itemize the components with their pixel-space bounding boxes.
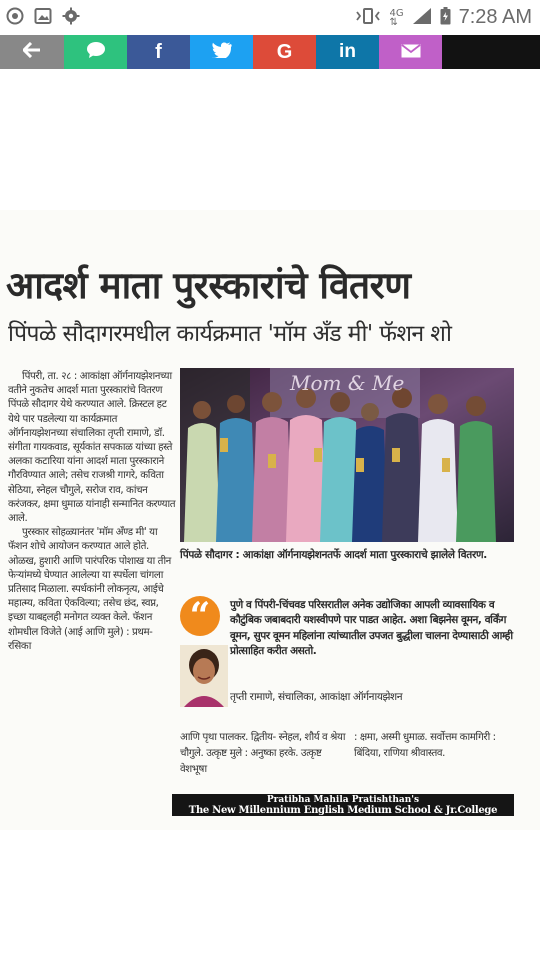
signal-icon xyxy=(412,7,432,29)
arrow-left-icon xyxy=(23,42,41,63)
linkedin-icon: in xyxy=(339,41,356,62)
back-button[interactable] xyxy=(0,35,64,69)
article-paragraph: पिंपरी, ता. २८ : आकांक्षा ऑर्गनायझेशनच्या वतीने नुकतेच आदर्श माता पुरस्कारांचे वितरण पिंपळे सौदागर येथे करण्यात आले. क्रिस्टल हट येथे पार पडलेल्या या कार्यक्रमात ऑर्गनायझेशनच्या संचालिका तृप्ती रामाणे, डॉ. संगीता गायकवाड, सूर्यकांत सपकाळ यांच्या हस्ते अलका कटारिया यांना आदर्श माता पुरस्काराने गौरविण्यात आले; तसेच राजश्री गागरे, कविता सेठिया, स्नेहल चौगुले, सरोज राव, कांचन करंजकर, क्षमा धुमाळ यांनाही सन्मानित करण्यात आले. xyxy=(8,371,176,525)
article-paragraph: आणि पृथा पालकर. द्वितीय- स्नेहल, शौर्य व श्रेया चौगुले. उत्कृष्ट मुले : अनुष्का हरके. उत्कृष्ट वेशभूषा xyxy=(180,732,346,775)
settings-icon xyxy=(62,7,80,25)
article-paragraph: पुरस्कार सोहळ्यानंतर 'मॉम अँण्ड मी' या फॅशन शोचे आयोजन करण्यात आले होते. ओळख, हुशारी आणि पारंपरिक पोशाख या तीन फेऱ्यांमध्ये घेण्यात आलेल्या या स्पर्धेला चांगला प्रतिसाद मिळाला. स्पर्धकांनी लोकनृत्य, आईचे महात्म्य, कविता ऐकविल्या; तसेच छंद, स्वप्न, इच्छा याबद्दलही मनोगत व्यक्त केले. फॅशन शोमधील विजेते (आई आणि मुले) : प्रथम- रसिका xyxy=(8,527,171,652)
share-google-button[interactable] xyxy=(253,35,316,69)
network-icon: 4G ⇅ xyxy=(389,7,404,28)
quote-icon: “ xyxy=(180,596,220,636)
network-label: 4G xyxy=(389,7,404,19)
share-facebook-button[interactable] xyxy=(127,35,190,69)
article-column xyxy=(8,370,176,654)
share-bar xyxy=(0,35,540,69)
ad-line-2: The New Millennium English Medium School & Jr.College xyxy=(188,805,498,816)
status-bar xyxy=(0,0,540,34)
share-sms-button[interactable] xyxy=(64,35,127,69)
school-ad-banner xyxy=(172,794,514,816)
photo-banner-text: Mom & Me xyxy=(290,371,405,395)
ad-line-1: Pratibha Mahila Pratishthan's xyxy=(266,795,420,805)
share-bar-spacer xyxy=(442,35,540,69)
chat-bubble-icon xyxy=(86,41,106,64)
photo-caption: पिंपळे सौदागर : आकांक्षा ऑर्गनायझेशनतर्फे आदर्श माता पुरस्काराचे झालेले वितरण. xyxy=(180,549,487,561)
pull-quote: पुणे व पिंपरी-चिंचवड परिसरातील अनेक उद्योजिका आपली व्यावसायिक व कौटुंबिक जबाबदारी यशस्वीपणे पार पाडत आहेत. अशा बिझनेस वूमन, वर्किंग वूमन, सुपर वूमन महिलांना त्यांच्यातील उपजत बुद्धीला चालना देण्यासाठी आम्ही प्रोत्साहित करीत असतो. xyxy=(230,599,513,657)
article-headline: आदर्श माता पुरस्कारांचे वितरण xyxy=(6,263,411,307)
battery-icon xyxy=(440,7,451,29)
article-bottom-column xyxy=(180,730,348,778)
article-paragraph: : क्षमा, अस्मी धुमाळ. सर्वोत्तम कामगिरी : बिंदिया, राणिया श्रीवास्तव. xyxy=(354,732,496,759)
google-icon: G xyxy=(276,40,293,63)
avatar xyxy=(180,645,228,707)
twitter-icon xyxy=(212,42,232,63)
camera-icon xyxy=(6,7,24,25)
share-linkedin-button[interactable] xyxy=(316,35,379,69)
share-twitter-button[interactable] xyxy=(190,35,253,69)
article-bottom-column xyxy=(354,730,514,762)
gallery-icon xyxy=(34,7,52,25)
quote-author: तृप्ती रामाणे, संचालिका, आकांक्षा ऑर्गनायझेशन xyxy=(230,691,403,703)
facebook-icon: f xyxy=(155,40,162,63)
clock: 7:28 AM xyxy=(458,6,532,28)
event-photo xyxy=(180,368,514,542)
share-email-button[interactable] xyxy=(379,35,442,69)
vibrate-icon xyxy=(355,7,381,29)
envelope-icon xyxy=(401,42,421,63)
article-subheadline: पिंपळे सौदागरमधील कार्यक्रमात 'मॉम अँड मी' फॅशन शो xyxy=(8,321,452,347)
